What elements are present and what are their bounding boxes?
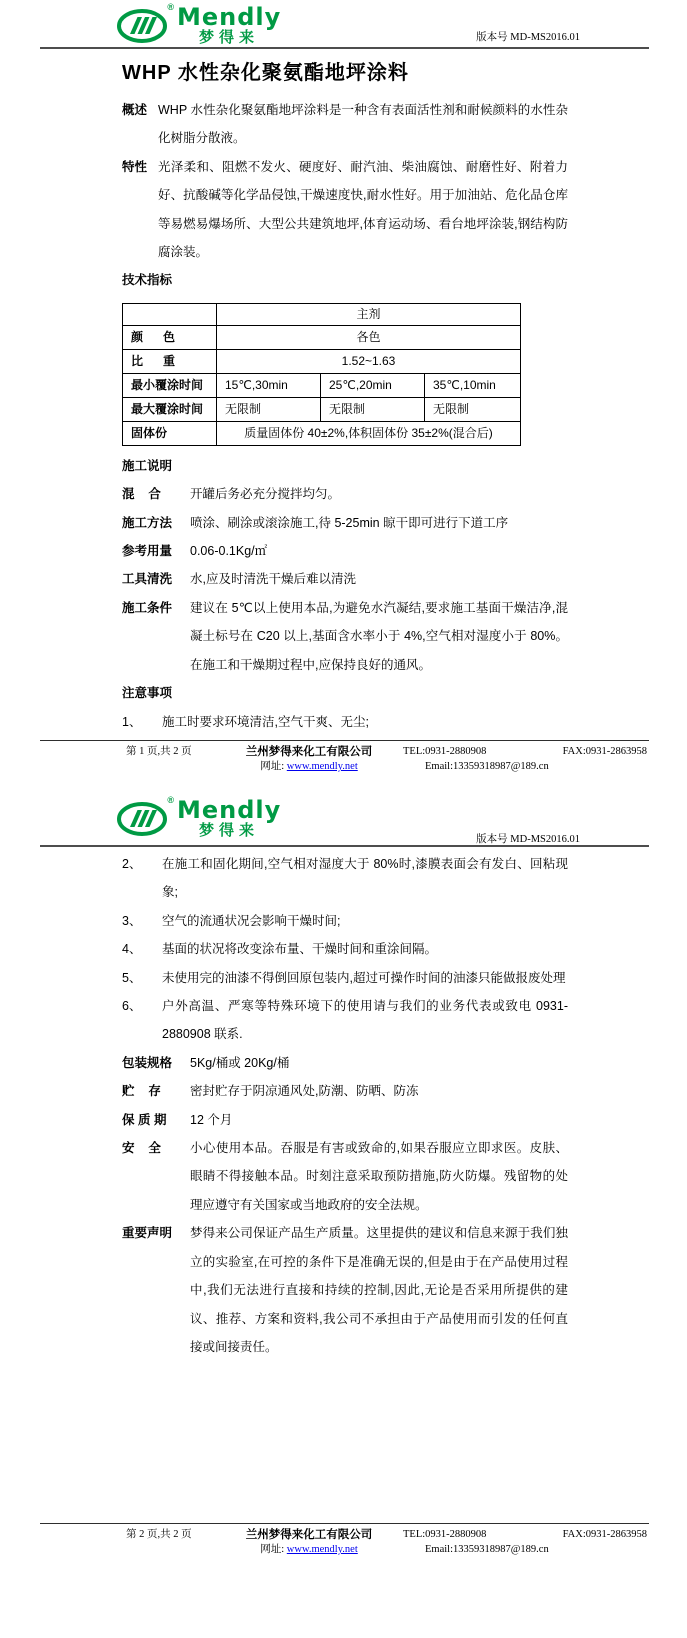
note-item-3 <box>122 907 568 935</box>
company-name: 兰州梦得来化工有限公司 <box>245 746 373 758</box>
construction-heading: 施工说明 <box>122 458 173 473</box>
max-recoat-label-cell: 最大覆涂时间 <box>123 397 217 421</box>
max-recoat-35c-cell: 无限制 <box>425 397 521 421</box>
packaging-label: 包装规格 <box>122 1055 173 1070</box>
mixing-text: 开罐后务必充分搅拌均匀。 <box>190 487 341 502</box>
note-2-number: 2、 <box>122 857 142 871</box>
overview-row <box>122 96 568 153</box>
solids-value-cell: 质量固体份 40±2%,体积固体份 35±2%(混合后) <box>217 421 521 445</box>
tel-label: TEL:0931-2880908 <box>403 746 487 757</box>
spec-row-packaging <box>122 1049 568 1077</box>
brand-name-en: Mendly <box>177 796 282 824</box>
mendly-logo-icon <box>116 2 174 45</box>
spec-row-safety <box>122 1134 568 1219</box>
mendly-ellipse-icon <box>116 5 172 45</box>
registered-mark: ® <box>167 795 174 805</box>
footer-company-block <box>215 745 403 774</box>
overview-text: WHP 水性杂化聚氨酯地坪涂料是一种含有表面活性剂和耐候颜料的水性杂化树脂分散液。 <box>158 103 568 146</box>
website-link[interactable]: www.mendly.net <box>286 761 358 772</box>
datasheet-page-1 <box>0 0 687 795</box>
note-3-text: 空气的流通状况会影响干燥时间; <box>162 913 341 928</box>
version-label: 版本号 MD-MS2016.01 <box>476 834 580 845</box>
note-item-2 <box>122 850 568 907</box>
note-item-1 <box>122 708 568 736</box>
spec-row-shelf-life <box>122 1106 568 1134</box>
page-number-info: 第 1 页,共 2 页 <box>126 746 192 757</box>
header-divider <box>40 47 649 49</box>
page2-footer <box>40 1523 649 1557</box>
features-row <box>122 153 568 267</box>
website-line <box>215 760 403 774</box>
note-3-number: 3、 <box>122 913 142 928</box>
note-2-text: 在施工和固化期间,空气相对湿度大于 80%时,漆膜表面会有发白、回粘现象; <box>162 857 568 900</box>
note-1-text: 施工时要求环境清洁,空气干爽、无尘; <box>162 714 369 729</box>
footer-contact-block <box>403 1528 649 1557</box>
min-recoat-25c-cell: 25℃,20min <box>321 373 425 397</box>
storage-label: 贮 存 <box>122 1084 161 1099</box>
solids-label-cell: 固体份 <box>123 421 217 445</box>
overview-label: 概述 <box>122 103 148 117</box>
datasheet-page-2 <box>0 795 687 1638</box>
table-header-main-agent: 主剂 <box>217 303 521 325</box>
dosage-label: 参考用量 <box>122 544 173 559</box>
footer-company-block <box>215 1528 403 1557</box>
gravity-label-cell: 比 重 <box>123 349 217 373</box>
brand-name-en: Mendly <box>177 3 282 31</box>
features-text: 光泽柔和、阻燃不发火、硬度好、耐汽油、柴油腐蚀、耐磨性好、附着力好、抗酸碱等化学品侵蚀,干燥速度快,耐水性好。用于加油站、危化品仓库等易燃易爆场所、大型公共建筑地坪,体育运动场、看台地坪涂装,钢结构防腐涂装。 <box>158 159 568 260</box>
spec-row-disclaimer <box>122 1219 568 1361</box>
shelf-life-label: 保 质 期 <box>122 1112 167 1127</box>
color-label-cell: 颜 色 <box>123 325 217 349</box>
tech-heading: 技术指标 <box>122 273 173 288</box>
method-text: 喷涂、刷涂或滚涂施工,待 5-25min 晾干即可进行下道工序 <box>190 515 509 530</box>
note-4-text: 基面的状况将改变涂布量、干燥时间和重涂间隔。 <box>162 942 438 957</box>
tech-spec-table <box>122 303 521 446</box>
shelf-life-text: 12 个月 <box>190 1112 233 1127</box>
note-item-4 <box>122 935 568 963</box>
email-label: Email:13359318987@189.cn <box>425 761 549 772</box>
website-label: 网址: <box>260 1544 285 1555</box>
header-divider <box>40 845 649 847</box>
cleaning-text: 水,应及时清洗干燥后难以清洗 <box>190 572 356 587</box>
page1-footer <box>40 740 649 774</box>
spec-row-dosage <box>122 537 568 565</box>
spec-row-method <box>122 509 568 537</box>
max-recoat-25c-cell: 无限制 <box>321 397 425 421</box>
website-link[interactable]: www.mendly.net <box>286 1544 358 1555</box>
safety-label: 安 全 <box>122 1141 161 1156</box>
company-name: 兰州梦得来化工有限公司 <box>245 1529 373 1541</box>
note-item-6 <box>122 992 568 1049</box>
spec-row-storage <box>122 1077 568 1105</box>
conditions-label: 施工条件 <box>122 600 173 615</box>
note-5-text: 未使用完的油漆不得倒回原包装内,超过可操作时间的油漆只能做报废处理 <box>162 970 566 985</box>
disclaimer-text: 梦得来公司保证产品生产质量。这里提供的建议和信息来源于我们独立的实验室,在可控的条件下是准确无误的,但是由于在产品使用过程中,我们无法进行直接和持续的控制,因此,无论是否采用所提供的建议、推荐、方案和资料,我公司不承担由于产品使用而引发的任何直接或间接责任。 <box>190 1226 568 1354</box>
brand-wordmark <box>177 5 281 45</box>
brand-name-cn: 梦得来 <box>199 822 260 839</box>
note-item-5 <box>122 964 568 992</box>
brand-logo <box>116 2 282 46</box>
website-line <box>215 1543 403 1557</box>
features-label: 特性 <box>122 159 148 174</box>
mendly-ellipse-icon <box>116 798 172 838</box>
note-1-number: 1、 <box>122 714 142 729</box>
disclaimer-label: 重要声明 <box>122 1226 173 1241</box>
table-row <box>123 303 521 325</box>
fax-label: FAX:0931-2863958 <box>562 1529 647 1540</box>
cleaning-label: 工具清洗 <box>122 572 173 587</box>
page2-content <box>122 850 568 1361</box>
doc-title: WHP 水性杂化聚氨酯地坪涂料 <box>122 62 409 84</box>
brand-wordmark <box>177 798 281 838</box>
note-6-number: 6、 <box>122 999 142 1014</box>
website-label: 网址: <box>260 761 285 772</box>
safety-text: 小心使用本品。吞服是有害或致命的,如果吞服应立即求医。皮肤、眼睛不得接触本品。时刻注意采取预防措施,防火防爆。残留物的处理应遵守有关国家或当地政府的安全法规。 <box>190 1141 568 1212</box>
brand-name-cn: 梦得来 <box>199 29 260 46</box>
footer-contact-block <box>403 745 649 774</box>
conditions-text: 建议在 5℃以上使用本品,为避免水汽凝结,要求施工基面干燥洁净,混凝土标号在 C20 以上,基面含水率小于 4%,空气相对湿度小于 80%。在施工和干燥期过程中,应保持良好的通风。 <box>190 600 568 672</box>
spec-row-cleaning <box>122 565 568 593</box>
storage-text: 密封贮存于阴凉通风处,防潮、防晒、防冻 <box>190 1084 419 1099</box>
brand-logo <box>116 795 282 839</box>
table-corner-cell <box>123 303 217 325</box>
page1-content <box>122 56 568 736</box>
gravity-value-cell: 1.52~1.63 <box>217 349 521 373</box>
registered-mark: ® <box>167 2 174 12</box>
notes-heading: 注意事项 <box>122 686 173 701</box>
max-recoat-15c-cell: 无限制 <box>217 397 321 421</box>
method-label: 施工方法 <box>122 515 173 530</box>
color-value-cell: 各色 <box>217 325 521 349</box>
packaging-text: 5Kg/桶或 20Kg/桶 <box>190 1055 290 1070</box>
table-row <box>123 373 521 397</box>
dosage-text: 0.06-0.1Kg/㎡ <box>190 544 268 559</box>
tel-label: TEL:0931-2880908 <box>403 1529 487 1540</box>
note-6-text: 户外高温、严寒等特殊环境下的使用请与我们的业务代表或致电 0931-2880908 联系. <box>162 999 568 1042</box>
min-recoat-label-cell: 最小覆涂时间 <box>123 373 217 397</box>
table-row <box>123 397 521 421</box>
version-label: 版本号 MD-MS2016.01 <box>476 32 580 43</box>
email-label: Email:13359318987@189.cn <box>425 1544 549 1555</box>
note-5-number: 5、 <box>122 970 142 985</box>
table-row <box>123 349 521 373</box>
min-recoat-35c-cell: 35℃,10min <box>425 373 521 397</box>
note-4-number: 4、 <box>122 942 142 957</box>
page-number-info: 第 2 页,共 2 页 <box>126 1529 192 1540</box>
fax-label: FAX:0931-2863958 <box>562 746 647 757</box>
spec-row-mixing <box>122 480 568 508</box>
spec-row-conditions <box>122 594 568 679</box>
table-row <box>123 325 521 349</box>
table-row <box>123 421 521 445</box>
mixing-label: 混 合 <box>122 487 161 502</box>
mendly-logo-icon <box>116 795 174 838</box>
min-recoat-15c-cell: 15℃,30min <box>217 373 321 397</box>
